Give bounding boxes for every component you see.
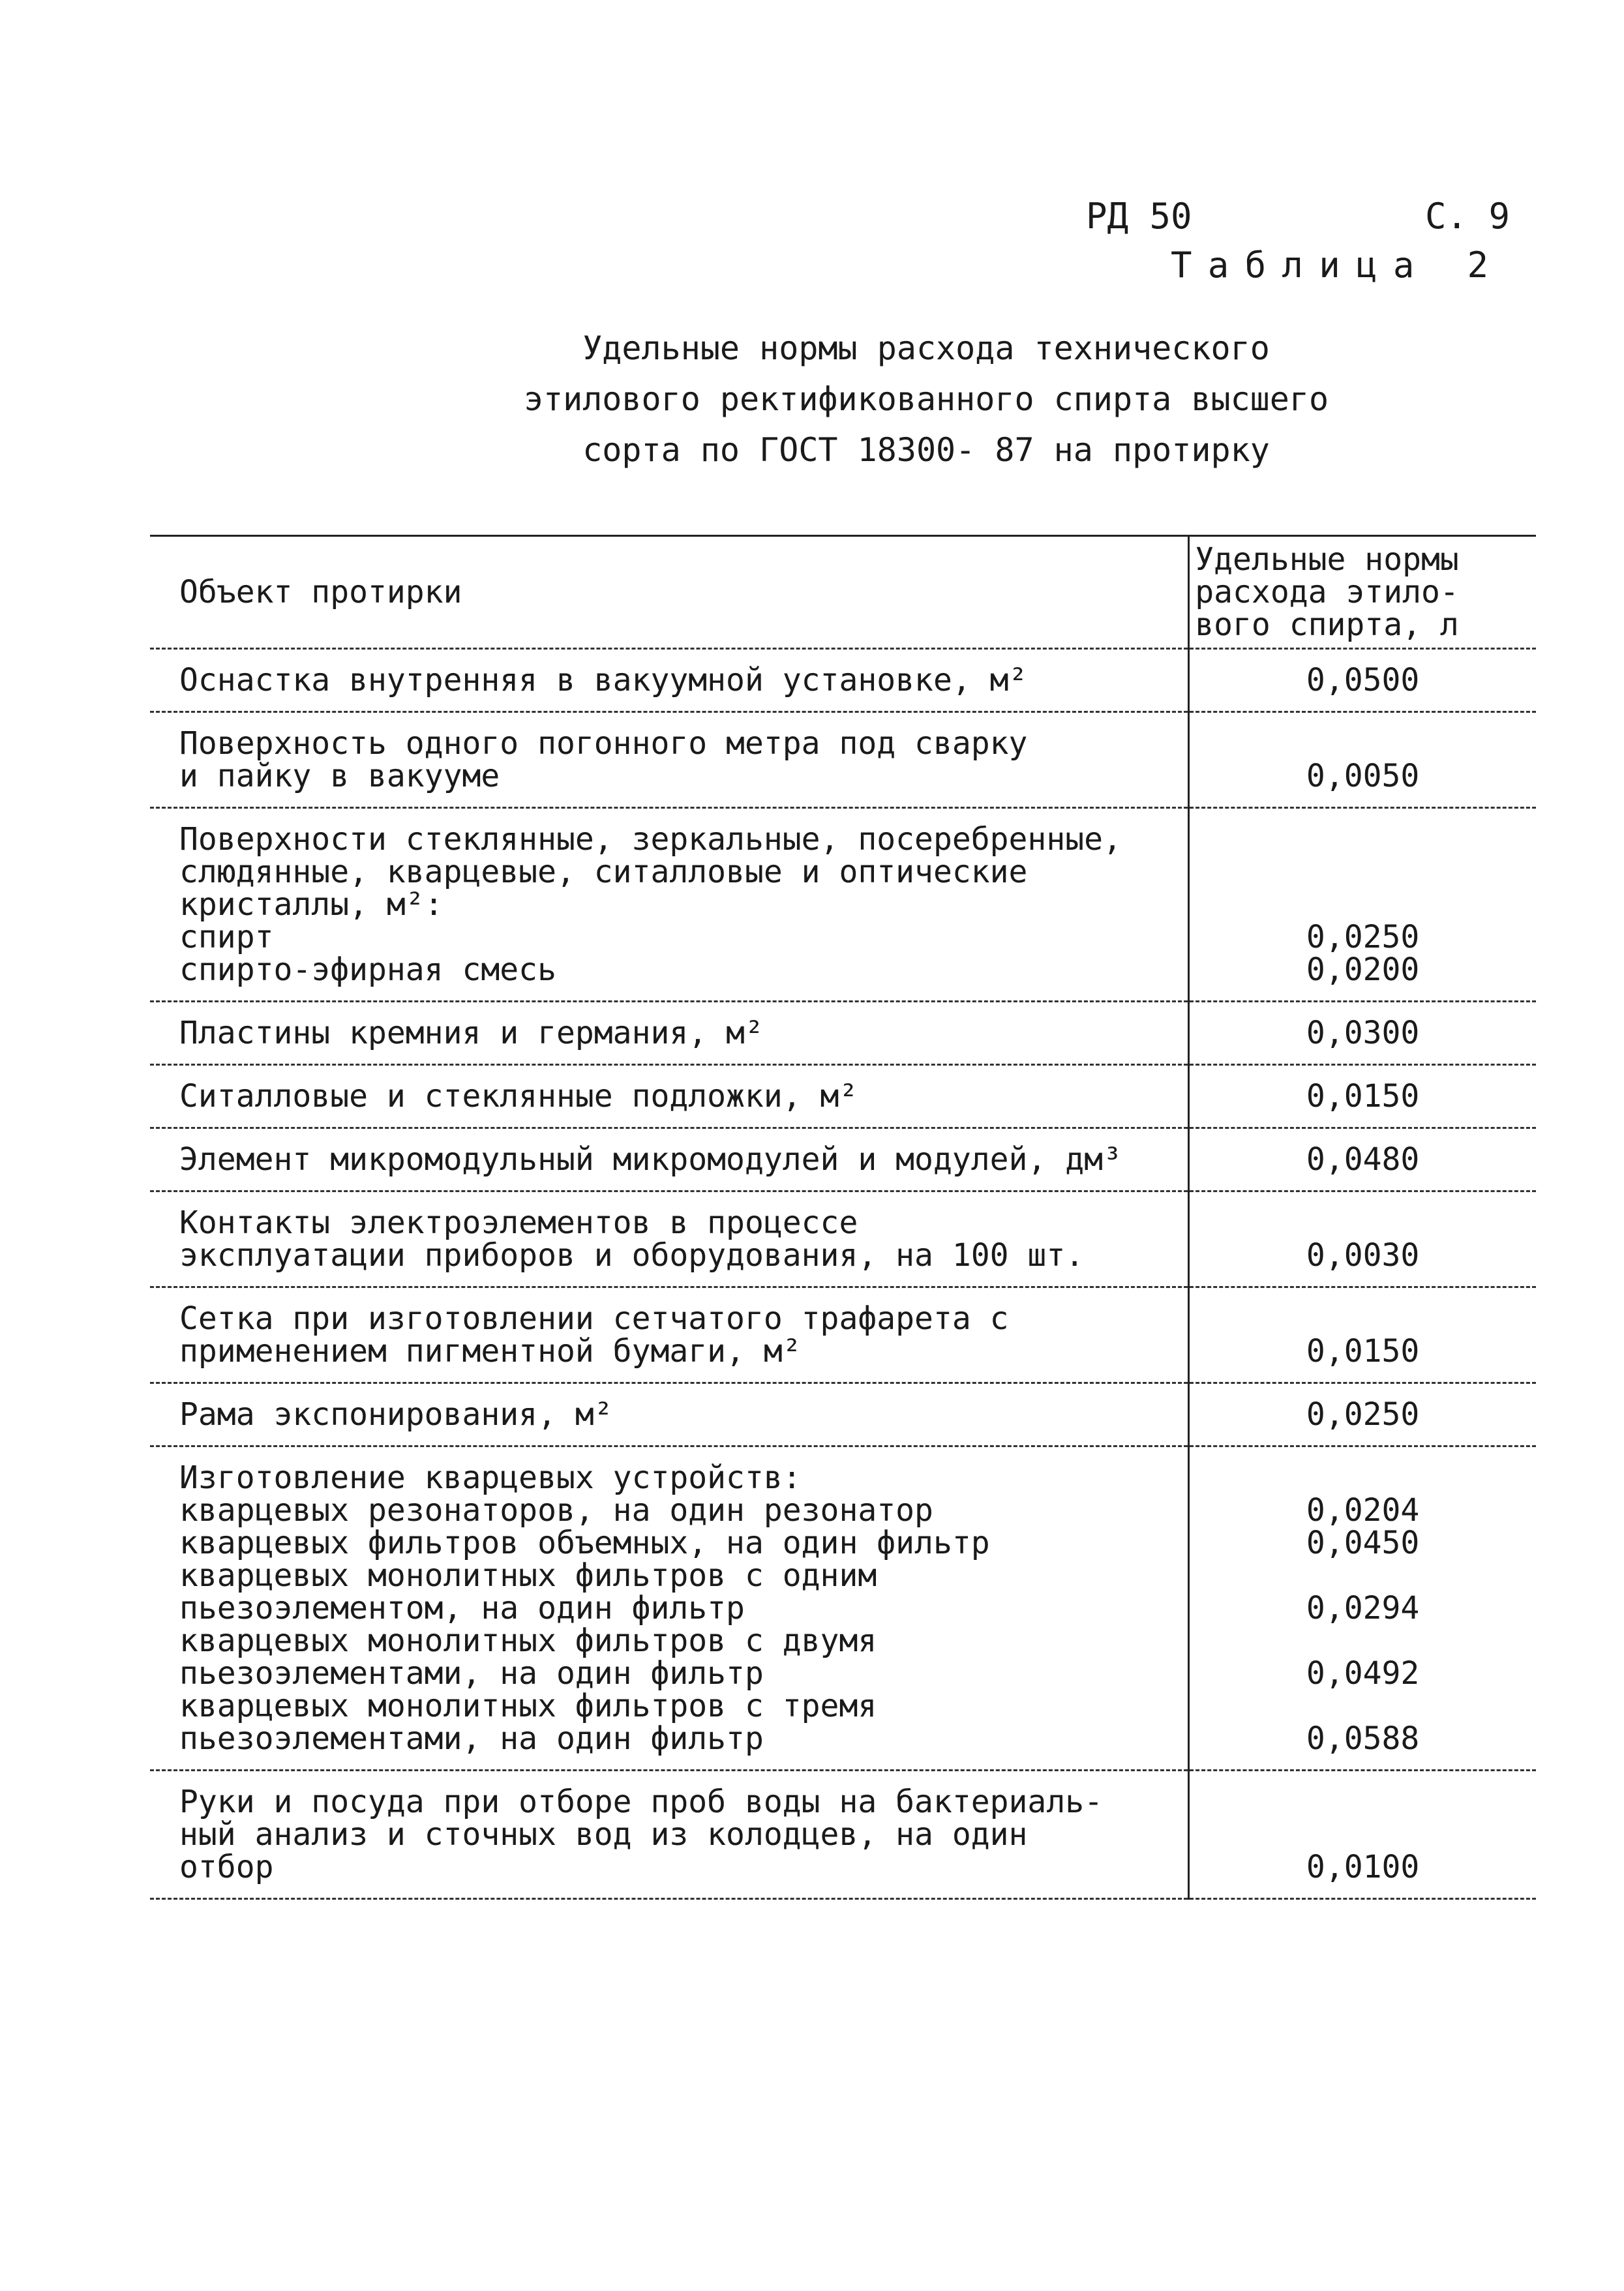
norm-value: 0,0200 (1306, 951, 1420, 988)
object-line: спирт (179, 919, 274, 955)
object-line: слюдянные, кварцевые, ситалловые и оптические (179, 854, 1028, 890)
object-cell (150, 1065, 1189, 1128)
table-header-row (150, 536, 1536, 649)
object-line: Поверхности стеклянные, зеркальные, посеребренные, (179, 821, 1122, 858)
title-line-3: сорта по ГОСТ 18300- 87 на протирку (582, 431, 1270, 469)
object-cell (150, 808, 1189, 1002)
object-line: эксплуатации приборов и оборудования, на 100 шт. (179, 1237, 1085, 1274)
norm-value: 0,0450 (1306, 1525, 1420, 1561)
norm-cell (1189, 712, 1536, 808)
norm-value: 0,0204 (1306, 1492, 1420, 1529)
spacer (1190, 1625, 1536, 1657)
norm-value: 0,0250 (1306, 919, 1420, 955)
norm-cell (1189, 1287, 1536, 1383)
table-row (150, 808, 1536, 1002)
object-line: Пластины кремния и германия, м² (179, 1015, 764, 1051)
norm-cell (1189, 1383, 1536, 1446)
document-code: РД 50 (1086, 196, 1192, 237)
object-line: кварцевых монолитных фильтров с двумя (179, 1623, 877, 1659)
object-cell (150, 712, 1189, 808)
norm-header-line-3: вого спирта, л (1195, 606, 1459, 643)
spacer (1190, 1559, 1536, 1592)
table-row (150, 1446, 1536, 1771)
table-row (150, 1771, 1536, 1899)
norm-cell (1189, 649, 1536, 712)
object-line: Ситалловые и стеклянные подложки, м² (179, 1078, 858, 1115)
object-cell (150, 1128, 1189, 1191)
norm-header-line-2: расхода этило- (1195, 574, 1459, 610)
object-line: Рама экспонирования, м² (179, 1396, 613, 1433)
object-line: спирто-эфирная смесь (179, 951, 556, 988)
norm-cell (1189, 1191, 1536, 1287)
object-line: кварцевых фильтров объемных, на один фильтр (179, 1525, 990, 1561)
object-line: и пайку в вакууме (179, 758, 500, 794)
spacer (1190, 1461, 1536, 1494)
table-row (150, 649, 1536, 712)
object-cell (150, 649, 1189, 712)
norm-value: 0,0300 (1306, 1015, 1420, 1051)
table-title (483, 323, 1370, 475)
object-line: применением пигментной бумаги, м² (179, 1333, 802, 1370)
norm-header-line-1: Удельные нормы (1195, 541, 1459, 578)
object-line: Элемент микромодульный микромодулей и модулей, дм³ (179, 1141, 1122, 1178)
object-cell (150, 1383, 1189, 1446)
column-header-object: Объект протирки (150, 536, 1189, 649)
object-line: пьезоэлементами, на один фильтр (179, 1655, 764, 1692)
object-line: Контакты электроэлементов в процессе (179, 1205, 858, 1241)
object-line: Изготовление кварцевых устройств: (179, 1460, 802, 1496)
spacer (1190, 1690, 1536, 1722)
norm-cell (1189, 1065, 1536, 1128)
object-line: пьезоэлементом, на один фильтр (179, 1590, 745, 1626)
object-cell (150, 1771, 1189, 1899)
norm-value: 0,0492 (1306, 1655, 1420, 1692)
table-row (150, 1383, 1536, 1446)
table-row (150, 712, 1536, 808)
object-line: Оснастка внутренняя в вакуумной установке, м² (179, 662, 1028, 698)
object-line: кристаллы, м²: (179, 886, 444, 923)
object-line: кварцевых монолитных фильтров с одним (179, 1557, 877, 1594)
norm-value: 0,0588 (1306, 1720, 1420, 1757)
object-line: кварцевых монолитных фильтров с тремя (179, 1688, 877, 1724)
norm-cell (1189, 808, 1536, 1002)
object-line: пьезоэлементами, на один фильтр (179, 1720, 764, 1757)
norm-value: 0,0294 (1306, 1590, 1420, 1626)
table-label: Таблица 2 (1171, 245, 1505, 286)
norm-cell (1189, 1002, 1536, 1065)
norm-cell (1189, 1128, 1536, 1191)
title-line-1: Удельные нормы расхода технического (582, 329, 1270, 367)
norm-value: 0,0500 (1306, 662, 1420, 698)
norm-value: 0,0100 (1306, 1849, 1420, 1885)
object-cell (150, 1287, 1189, 1383)
norm-cell (1189, 1446, 1536, 1771)
object-cell (150, 1191, 1189, 1287)
norm-value: 0,0250 (1306, 1396, 1420, 1433)
norm-cell (1189, 1771, 1536, 1899)
object-cell (150, 1002, 1189, 1065)
norm-value: 0,0480 (1306, 1141, 1420, 1178)
table-row (150, 1002, 1536, 1065)
table-row (150, 1287, 1536, 1383)
object-line: Руки и посуда при отборе проб воды на бактериаль- (179, 1784, 1104, 1820)
norm-value: 0,0050 (1306, 758, 1420, 794)
object-line: Сетка при изготовлении сетчатого трафарета с (179, 1300, 1009, 1337)
table-row (150, 1128, 1536, 1191)
object-line: кварцевых резонаторов, на один резонатор (179, 1492, 933, 1529)
norm-value: 0,0150 (1306, 1333, 1420, 1370)
object-line: ный анализ и сточных вод из колодцев, на один (179, 1816, 1028, 1853)
column-header-norm (1189, 536, 1536, 649)
norms-table (150, 535, 1536, 1900)
title-line-2: этилового ректификованного спирта высшего (523, 380, 1329, 418)
object-line: отбор (179, 1849, 274, 1885)
object-line: Поверхность одного погонного метра под сварку (179, 725, 1028, 762)
norm-value: 0,0150 (1306, 1078, 1420, 1115)
object-cell (150, 1446, 1189, 1771)
table-row (150, 1191, 1536, 1287)
norm-value: 0,0030 (1306, 1237, 1420, 1274)
table-row (150, 1065, 1536, 1128)
page-number: С. 9 (1425, 196, 1511, 237)
